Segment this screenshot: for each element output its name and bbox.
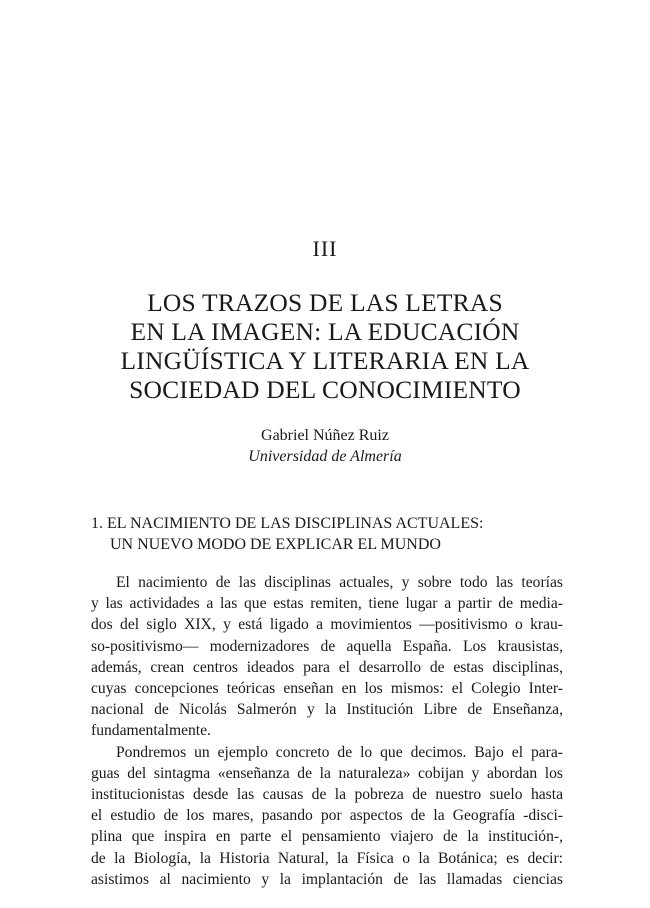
paragraph-line: y las actividades a las que estas remiten, tiene lugar a partir de media- <box>91 595 563 613</box>
section-heading-line: UN NUEVO MODO DE EXPLICAR EL MUNDO <box>110 536 441 553</box>
section-heading <box>91 513 571 555</box>
chapter-number: III <box>312 236 338 261</box>
paragraph-line: nacional de Nicolás Salmerón y la Institución Libre de Enseñanza, <box>91 701 563 719</box>
chapter-title-line: EN LA IMAGEN: LA EDUCACIÓN <box>130 317 520 346</box>
paragraph-line: cuyas concepciones teóricas enseñan en los mismos: el Colegio Inter- <box>91 680 563 698</box>
paragraph-line: guas del sintagma «enseñanza de la naturaleza» cobijan y abordan los <box>91 764 563 782</box>
chapter-title-line: LOS TRAZOS DE LAS LETRAS <box>147 288 503 317</box>
chapter-title-line: LINGÜÍSTICA Y LITERARIA EN LA <box>120 346 530 375</box>
section-heading-line: 1. EL NACIMIENTO DE LAS DISCIPLINAS ACTUALES: <box>91 515 484 532</box>
chapter-title-line: SOCIEDAD DEL CONOCIMIENTO <box>129 375 521 404</box>
paragraph-line: Pondremos un ejemplo concreto de lo que decimos. Bajo el para- <box>116 743 563 761</box>
paragraph-line: de la Biología, la Historia Natural, la Física o la Botánica; es decir: <box>91 849 563 867</box>
author-name: Gabriel Núñez Ruiz <box>261 427 389 444</box>
paragraph-line: El nacimiento de las disciplinas actuales, y sobre todo las teorías <box>116 574 563 591</box>
paragraph-line: asistimos al nacimiento y la implantación de las llamadas ciencias <box>91 870 563 888</box>
chapter-title <box>0 288 650 404</box>
paragraph-line: institucionistas desde las causas de la pobreza de nuestro suelo hasta <box>91 786 563 804</box>
paragraph-line: so-positivismo— modernizadores de aquella España. Los krausistas, <box>91 637 563 655</box>
author-affiliation: Universidad de Almería <box>248 448 402 465</box>
paragraph-line: fundamentalmente. <box>91 722 211 740</box>
paragraph-line: además, crean centros ideados para el desarrollo de estas disciplinas, <box>91 658 563 676</box>
paragraph-line: plina que inspira en parte el pensamiento viajero de la institución-, <box>91 828 563 846</box>
paragraph-line: dos del siglo XIX, y está ligado a movimientos —positivismo o krau- <box>91 616 563 634</box>
paragraph-line: el estudio de los mares, pasando por aspectos de la Geografía -disci- <box>91 807 563 825</box>
body-text <box>91 572 563 890</box>
